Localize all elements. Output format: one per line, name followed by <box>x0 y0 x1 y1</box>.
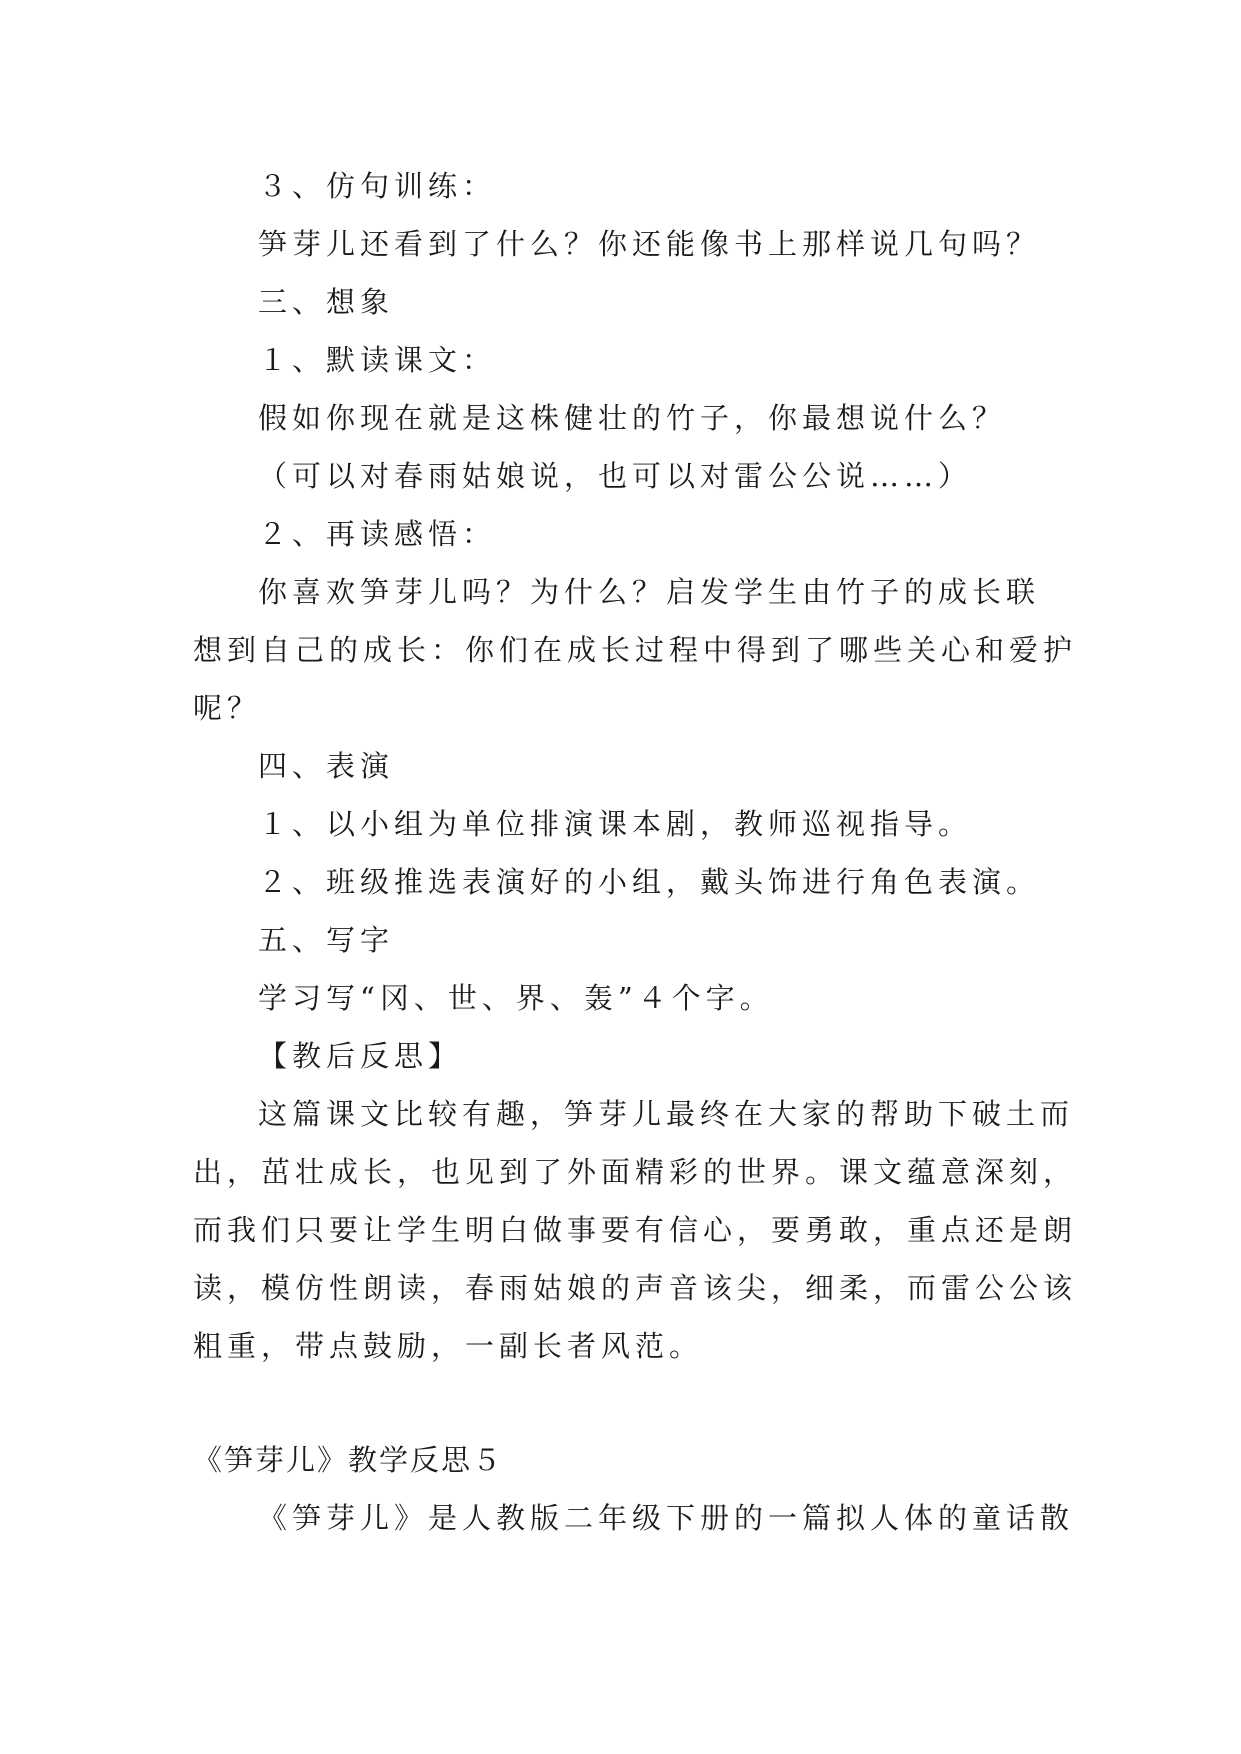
paragraph-line: 读，模仿性朗读，春雨姑娘的声音该尖，细柔，而雷公公该 <box>193 1271 1078 1305</box>
list-item: ２、班级推选表演好的小组，戴头饰进行角色表演。 <box>258 865 1041 899</box>
paragraph-line: 《笋芽儿》是人教版二年级下册的一篇拟人体的童话散 <box>258 1501 1075 1535</box>
paragraph-line: 你喜欢笋芽儿吗？为什么？启发学生由竹子的成长联 <box>258 575 1041 609</box>
paragraph-line: 呢？ <box>193 691 262 725</box>
step-2-heading: ２、再读感悟： <box>258 517 497 551</box>
paragraph-line: 这篇课文比较有趣，笋芽儿最终在大家的帮助下破土而 <box>258 1097 1075 1131</box>
section-heading-writing: 五、写字 <box>258 923 395 957</box>
step-1-heading: １、默读课文： <box>258 343 497 377</box>
step-3-heading: ３、仿句训练： <box>258 169 497 203</box>
section-heading-perform: 四、表演 <box>258 749 395 783</box>
reflection-heading: 【教后反思】 <box>258 1039 463 1073</box>
paragraph-line: 学习写“冈、世、界、轰”４个字。 <box>258 981 774 1015</box>
paragraph-line: 粗重，带点鼓励，一副长者风范。 <box>193 1329 704 1363</box>
paragraph-line: （可以对春雨姑娘说，也可以对雷公公说……） <box>258 459 973 493</box>
section-heading-imagine: 三、想象 <box>258 285 395 319</box>
list-item: １、以小组为单位排演课本剧，教师巡视指导。 <box>258 807 973 841</box>
paragraph-line: 出，茁壮成长，也见到了外面精彩的世界。课文蕴意深刻， <box>193 1155 1078 1189</box>
article-title: 《笋芽儿》教学反思５ <box>193 1443 504 1477</box>
paragraph-line: 假如你现在就是这株健壮的竹子，你最想说什么？ <box>258 401 1007 435</box>
paragraph-line: 而我们只要让学生明白做事要有信心，要勇敢，重点还是朗 <box>193 1213 1078 1247</box>
paragraph-line: 想到自己的成长：你们在成长过程中得到了哪些关心和爱护 <box>193 633 1078 667</box>
paragraph-line: 笋芽儿还看到了什么？你还能像书上那样说几句吗？ <box>258 227 1041 261</box>
